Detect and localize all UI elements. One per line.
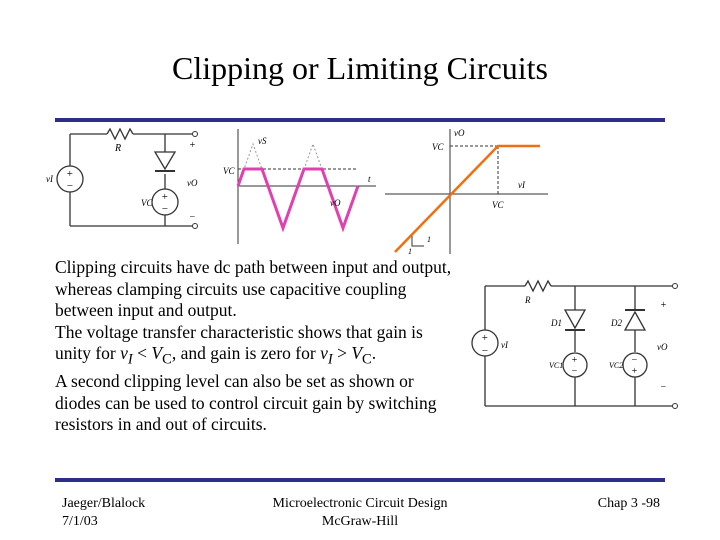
output-wave-label: vO xyxy=(330,198,341,208)
source-wave-label: vS xyxy=(258,136,267,146)
vc-minus-sign: − xyxy=(161,203,169,215)
input-vi-label: vI xyxy=(501,340,508,350)
vc1-label: VC1 xyxy=(549,361,564,370)
slope-run-label: 1 xyxy=(427,235,431,244)
clipped-waveform-plot xyxy=(218,124,380,250)
two-level-clipping-circuit xyxy=(465,268,690,423)
slide-title: Clipping or Limiting Circuits xyxy=(172,50,548,86)
footer-page-number: Chap 3 -98 xyxy=(597,496,660,511)
bottom-divider xyxy=(55,478,665,482)
diode-d2-label: D2 xyxy=(611,318,622,328)
source-plus-sign: + xyxy=(66,168,74,180)
output-plus-sign: + xyxy=(189,140,196,151)
body-paragraph-1: Clipping circuits have dc path between input and output, whereas clamping circuits use capacitive coupling between input and output. xyxy=(55,257,452,320)
time-axis-label: t xyxy=(368,174,371,184)
body-paragraph-3: A second clipping level can also be set as shown or diodes can be used to control circuit gain by switching resistors in and out of circuits. xyxy=(55,371,437,434)
input-voltage-label: vI xyxy=(46,174,53,184)
resistor-label: R xyxy=(115,143,122,154)
src-minus-sign: − xyxy=(481,345,489,357)
output-axis-label: vO xyxy=(454,128,465,138)
vc2-minus-sign: − xyxy=(631,355,638,366)
body-text xyxy=(55,257,455,436)
diode-d1-label: D1 xyxy=(551,318,562,328)
footer-author: Jaeger/Blalock 7/1/03 xyxy=(62,496,146,529)
input-axis-label: vI xyxy=(518,180,525,190)
output-vo-label: vO xyxy=(657,342,668,352)
clipping-circuit-diagram xyxy=(45,124,215,236)
src-plus-sign: + xyxy=(481,332,489,344)
vc2-plus-sign: + xyxy=(631,366,638,377)
clip-level-label: VC xyxy=(223,166,235,176)
output-voltage-label: vO xyxy=(187,178,198,188)
clip-voltage-label: VC xyxy=(141,198,153,208)
vc2-label: VC2 xyxy=(609,361,624,370)
vc-y-label: VC xyxy=(432,142,444,152)
output-minus-sign: − xyxy=(189,212,196,223)
resistor-r-label: R xyxy=(525,295,531,305)
transfer-characteristic-plot xyxy=(380,124,552,256)
out-minus-sign: − xyxy=(660,382,667,393)
slope-rise-label: 1 xyxy=(408,247,412,256)
body-paragraph-2: The voltage transfer characteristic shows that gain is unity for $v_I < V_C$, and gain is zero for $v_I > V_C$. xyxy=(55,321,423,368)
vc1-plus-sign: + xyxy=(571,355,578,366)
footer-book-title: Microelectronic Circuit Design McGraw-Hill xyxy=(272,496,448,529)
vc-plus-sign: + xyxy=(161,191,169,203)
source-minus-sign: − xyxy=(66,180,74,192)
vc1-minus-sign: − xyxy=(571,366,578,377)
top-divider xyxy=(55,118,665,122)
out-plus-sign: + xyxy=(660,300,667,311)
vc-x-label: VC xyxy=(492,200,504,210)
